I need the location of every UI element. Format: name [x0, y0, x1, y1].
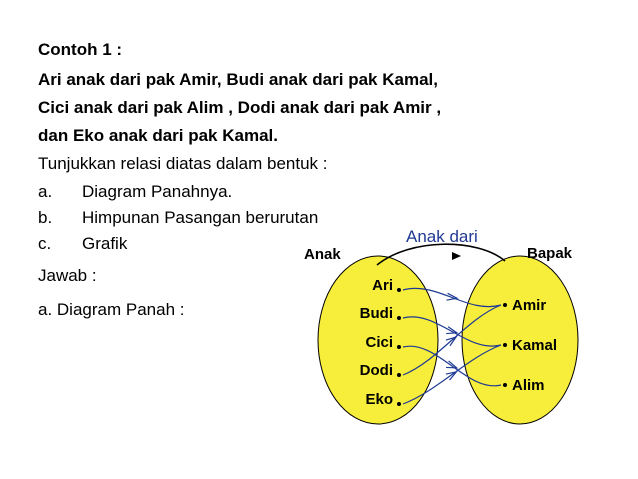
domain-dot-cici	[397, 345, 401, 349]
relation-arrow-head	[452, 252, 461, 260]
statement-line-2: Cici anak dari pak Alim , Dodi anak dari pak Amir ,	[38, 98, 442, 117]
domain-item-dodi: Dodi	[359, 362, 393, 379]
pair-arrowhead-budi-kamal	[446, 327, 457, 334]
codomain-dot-amir	[503, 303, 507, 307]
task-c-text: Grafik	[82, 234, 128, 253]
answer-item: a. Diagram Panah :	[38, 300, 185, 319]
statement-line-1: Ari anak dari pak Amir, Budi anak dari pak Kamal,	[38, 70, 438, 89]
domain-item-ari: Ari	[372, 277, 393, 294]
task-b-text: Himpunan Pasangan berurutan	[82, 208, 319, 227]
pair-arrowhead-cici-alim	[446, 361, 457, 368]
codomain-item-alim: Alim	[512, 377, 545, 394]
instruction-text: Tunjukkan relasi diatas dalam bentuk :	[38, 154, 328, 173]
codomain-item-amir: Amir	[512, 297, 547, 314]
statement-line-3: dan Eko anak dari pak Kamal.	[38, 126, 278, 145]
codomain-dot-alim	[503, 383, 507, 387]
task-b-marker: b.	[38, 208, 53, 227]
domain-dot-ari	[397, 288, 401, 292]
codomain-item-kamal: Kamal	[512, 337, 558, 354]
domain-dot-eko	[397, 402, 401, 406]
pair-arrowhead-eko-kamal	[446, 372, 456, 380]
domain-item-cici: Cici	[365, 334, 393, 351]
domain-item-budi: Budi	[359, 305, 393, 322]
domain-dot-dodi	[397, 373, 401, 377]
relation-label: Anak dari	[406, 227, 478, 246]
codomain-dot-kamal	[503, 343, 507, 347]
domain-dot-budi	[397, 316, 401, 320]
task-a-marker: a.	[38, 182, 53, 201]
codomain-label: Bapak	[527, 245, 573, 262]
example-heading: Contoh 1 :	[38, 40, 123, 59]
domain-item-eko: Eko	[365, 391, 393, 408]
task-c-marker: c.	[38, 234, 52, 253]
domain-label: Anak	[304, 246, 341, 263]
task-a-text: Diagram Panahnya.	[82, 182, 233, 201]
answer-label: Jawab :	[38, 266, 97, 285]
